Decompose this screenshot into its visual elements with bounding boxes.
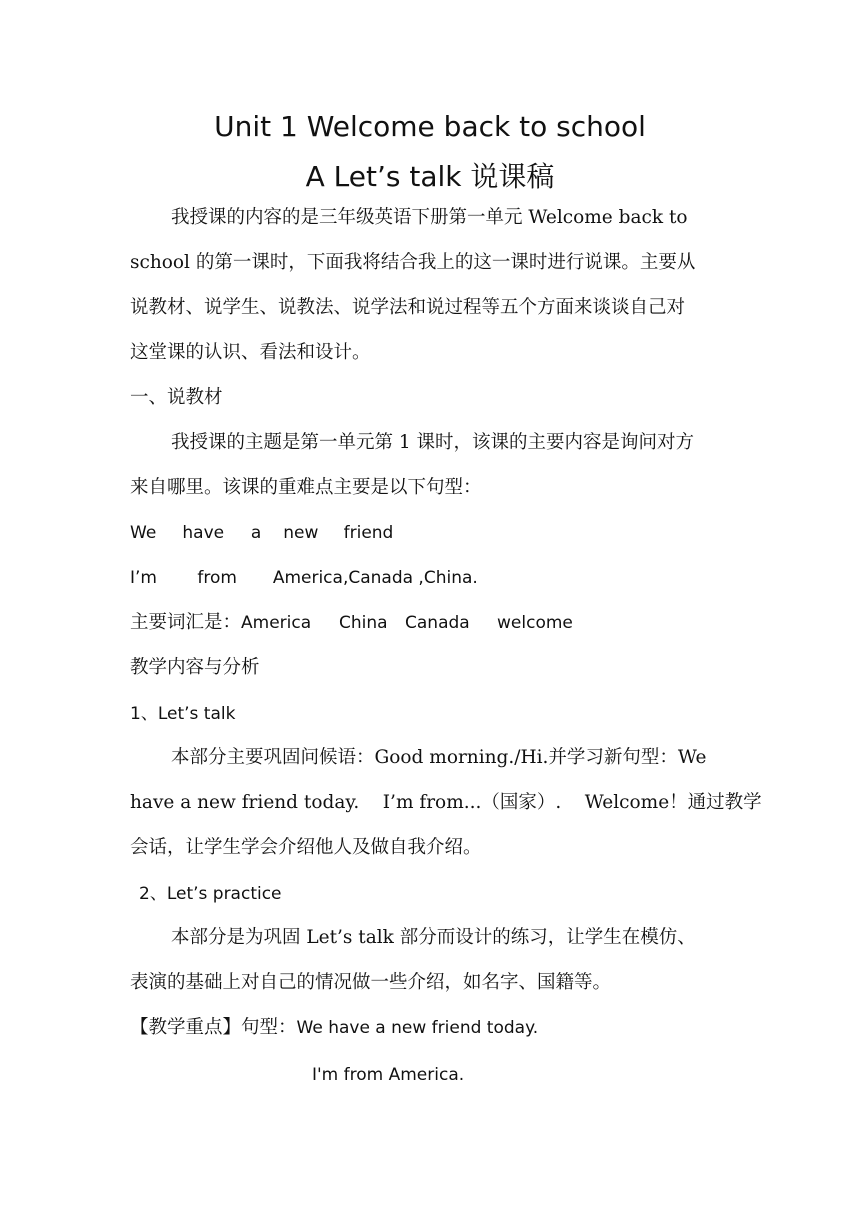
paragraph-4-line-1: 本部分是为巩固 Let’s talk 部分而设计的练习，让学生在模仿、: [171, 927, 696, 948]
vocabulary-word: America: [241, 613, 312, 633]
paragraph-2-line-2: 来自哪里。该课的重难点主要是以下句型：: [130, 477, 482, 498]
key-point-sentence-2: I'm from America.: [312, 1065, 465, 1085]
vocabulary-label: 主要词汇是：: [130, 612, 242, 633]
key-point-sentence-1: We have a new friend today.: [296, 1018, 539, 1038]
paragraph-4-line-2: 表演的基础上对自己的情况做一些介绍，如名字、国籍等。: [130, 972, 612, 993]
sentence-word: new: [283, 523, 319, 543]
paragraph-1-line-4: 这堂课的认识、看法和设计。: [130, 342, 371, 363]
paragraph-1-line-2: school 的第一课时，下面我将结合我上的这一课时进行说课。主要从: [130, 252, 696, 273]
sentence-word: friend: [343, 523, 394, 543]
key-sentence-2: [130, 566, 478, 590]
paragraph-1-line-3: 说教材、说学生、说教法、说学法和说过程等五个方面来谈谈自己对: [130, 297, 686, 318]
title-line-1: Unit 1 Welcome back to school: [214, 110, 646, 143]
key-point-label: 【教学重点】句型：: [130, 1017, 297, 1038]
paragraph-1-line-1: 我授课的内容的是三年级英语下册第一单元 Welcome back to: [171, 207, 688, 228]
analysis-heading: 教学内容与分析: [130, 657, 260, 678]
sentence-word: I’m: [130, 568, 157, 588]
key-point-line: [130, 1016, 538, 1040]
item-2-heading: 2、Let’s practice: [139, 884, 282, 904]
sentence-word: a: [250, 523, 262, 543]
paragraph-3-line-2: have a new friend today. I’m from...（国家）. Welcome！通过教学: [130, 792, 762, 813]
sentence-word: America,Canada ,China.: [272, 568, 478, 588]
vocabulary-word: welcome: [497, 613, 573, 633]
vocabulary-word: China: [339, 613, 388, 633]
paragraph-2-line-1: 我授课的主题是第一单元第 1 课时，该课的主要内容是询问对方: [171, 432, 695, 453]
sentence-word: have: [182, 523, 225, 543]
paragraph-3-line-3: 会话，让学生学会介绍他人及做自我介绍。: [130, 837, 482, 858]
sentence-word: We: [130, 523, 157, 543]
sentence-word: from: [197, 568, 237, 588]
key-sentence-1: [130, 521, 393, 545]
section-heading-textbook: 一、说教材: [130, 387, 223, 408]
vocabulary-line: [130, 611, 573, 635]
title-line-2: A Let’s talk 说课稿: [305, 160, 555, 193]
item-1-heading: 1、Let’s talk: [130, 704, 236, 724]
paragraph-3-line-1: 本部分主要巩固问候语：Good morning./Hi.并学习新句型：We: [171, 747, 707, 768]
vocabulary-word: Canada: [405, 613, 470, 633]
